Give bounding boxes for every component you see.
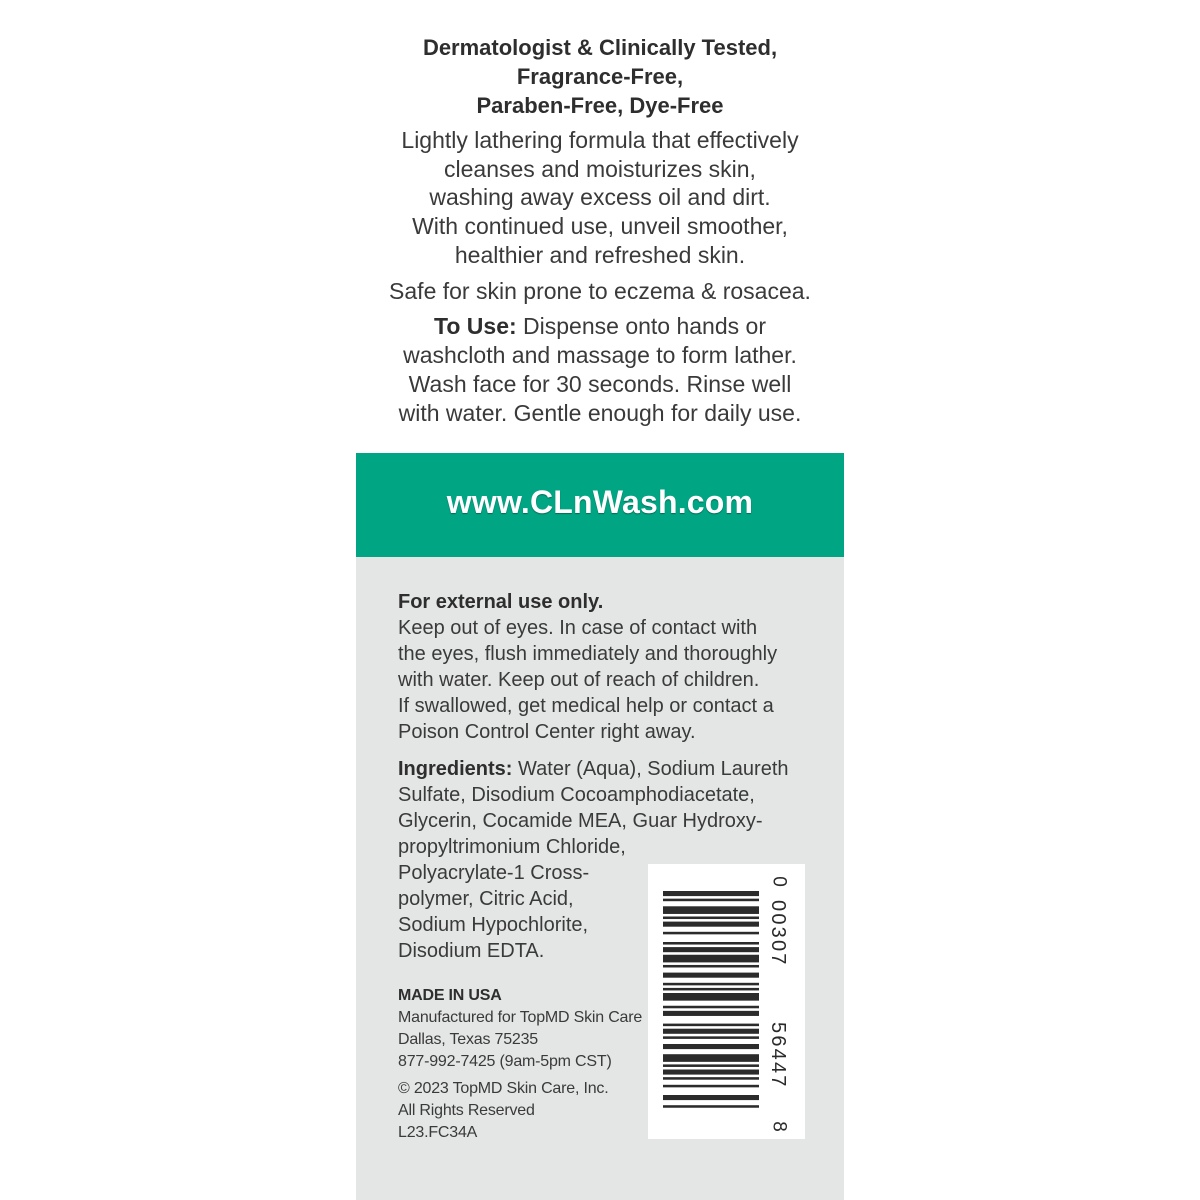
claim-line: Dermatologist & Clinically Tested, — [422, 35, 778, 60]
copyright-line: © 2023 TopMD Skin Care, Inc. — [398, 1080, 609, 1097]
barcode-left-group: 56447 — [767, 1022, 789, 1089]
manufacturer-block — [398, 985, 642, 1073]
usage-line: washcloth and massage to form lather. — [403, 342, 797, 368]
upc-barcode — [648, 864, 805, 1139]
ingredients-line — [398, 756, 789, 782]
manufacturer-line: Manufactured for TopMD Skin Care — [398, 1009, 643, 1026]
barcode-right-group: 00307 — [767, 900, 789, 967]
ingredients-label: Ingredients: — [398, 758, 513, 780]
manufacturer-line: Dallas, Texas 75235 — [398, 1031, 538, 1048]
made-in-usa: MADE IN USA — [398, 987, 502, 1004]
usage-line: with water. Gentle enough for daily use. — [398, 400, 802, 426]
product-claims — [356, 33, 844, 120]
label-bottom-section — [356, 557, 844, 1200]
ingredients-line: polymer, Citric Acid, — [398, 888, 574, 910]
to-use-label: To Use: — [434, 313, 517, 339]
warning-line: Keep out of eyes. In case of contact with — [398, 617, 758, 639]
manufacturer-phone: 877-992-7425 (9am-5pm CST) — [398, 1053, 612, 1070]
warning-line: Poison Control Center right away. — [398, 721, 696, 743]
safe-for-skin-text: Safe for skin prone to eczema & rosacea. — [389, 278, 811, 304]
copyright-block — [398, 1078, 608, 1144]
ingredients-line: Sodium Hypochlorite, — [398, 914, 589, 936]
description-line: With continued use, unveil smoother, — [412, 213, 788, 240]
product-label-panel — [356, 0, 844, 1200]
warning-block — [398, 589, 777, 745]
barcode-check-digit: 0 — [768, 876, 790, 887]
barcode-first-digit: 8 — [768, 1121, 790, 1132]
description-line: washing away excess oil and dirt. — [429, 184, 771, 211]
product-description — [356, 126, 844, 270]
barcode-group-digits — [648, 864, 805, 1139]
claim-line: Paraben-Free, Dye-Free — [476, 93, 724, 118]
warning-line: the eyes, flush immediately and thoroughly — [398, 643, 778, 665]
ingredients-line: Glycerin, Cocamide MEA, Guar Hydroxy- — [398, 810, 763, 832]
ingredients-line: Sulfate, Disodium Cocoamphodiacetate, — [398, 784, 755, 806]
warning-line: If swallowed, get medical help or contact a — [398, 695, 774, 717]
description-line: cleanses and moisturizes skin, — [444, 155, 756, 182]
warning-heading: For external use only. — [398, 591, 604, 613]
usage-text: Dispense onto hands or — [516, 313, 766, 339]
website-link[interactable]: www.CLnWash.com — [446, 484, 754, 520]
label-top-section — [356, 0, 844, 453]
description-line: healthier and refreshed skin. — [454, 241, 746, 268]
usage-line: Wash face for 30 seconds. Rinse well — [408, 371, 792, 397]
ingredients-line: propyltrimonium Chloride, — [398, 836, 626, 858]
usage-directions — [356, 312, 844, 428]
usage-line — [356, 312, 844, 341]
ingredients-line: Disodium EDTA. — [398, 940, 545, 962]
description-line: Lightly lathering formula that effectively — [401, 127, 799, 153]
copyright-line: All Rights Reserved — [398, 1102, 535, 1119]
warning-line: with water. Keep out of reach of children. — [398, 669, 760, 691]
claim-line: Fragrance-Free, — [516, 64, 684, 89]
lot-code: L23.FC34A — [398, 1124, 478, 1141]
ingredients-text: Water (Aqua), Sodium Laureth — [512, 758, 789, 780]
ingredients-line: Polyacrylate-1 Cross- — [398, 862, 590, 884]
